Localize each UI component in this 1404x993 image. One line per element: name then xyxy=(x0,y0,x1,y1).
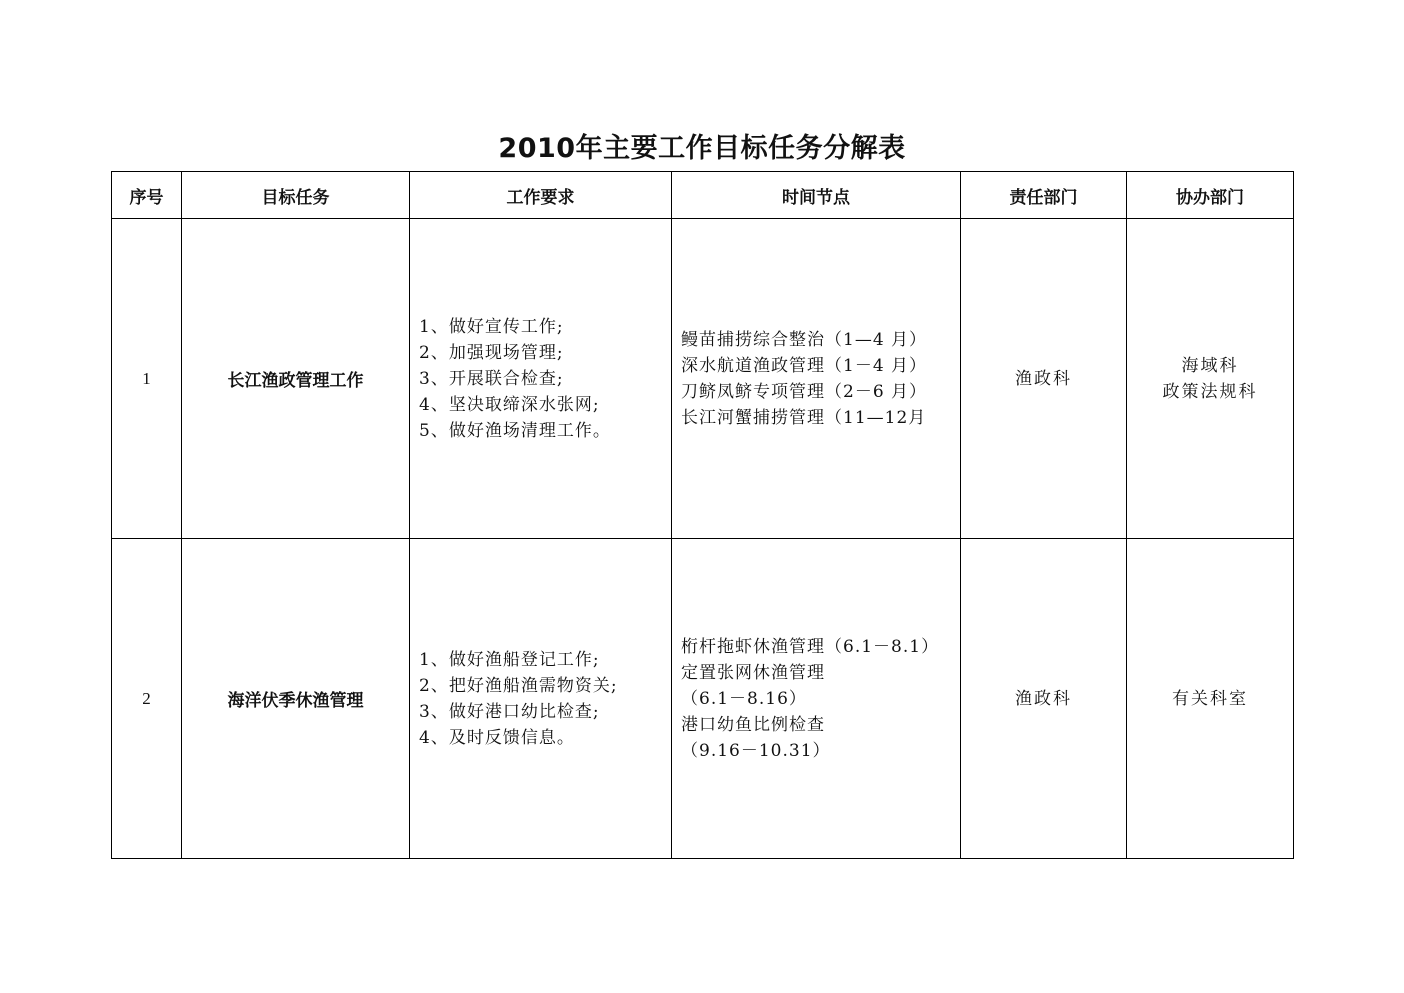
page-title: 2010年主要工作目标任务分解表 xyxy=(498,133,906,164)
cell-assisting xyxy=(1127,219,1294,539)
cell-serial: 1 xyxy=(112,219,182,539)
cell-responsible xyxy=(961,539,1127,859)
table-header-row xyxy=(112,172,1294,219)
department-line: 有关科室 xyxy=(1172,688,1248,709)
cell-requirements xyxy=(410,219,672,539)
header-serial: 序号 xyxy=(112,172,182,219)
cell-serial: 2 xyxy=(112,539,182,859)
requirement-line: 4、及时反馈信息。 xyxy=(419,727,575,748)
timeline-line: （9.16－10.31） xyxy=(681,740,831,761)
timeline-line: 深水航道渔政管理（1－4 月） xyxy=(681,355,928,376)
timeline-line: 桁杆拖虾休渔管理（6.1－8.1） xyxy=(681,636,940,657)
cell-assisting xyxy=(1127,539,1294,859)
timeline-line: 鳗苗捕捞综合整治（1—4 月） xyxy=(681,329,928,350)
department-line: 海域科 xyxy=(1181,355,1239,376)
header-assisting: 协办部门 xyxy=(1127,172,1294,219)
requirement-line: 2、把好渔船渔需物资关; xyxy=(419,675,618,696)
task-table xyxy=(111,171,1294,859)
timeline-line: （6.1－8.16） xyxy=(681,688,807,709)
cell-timeline xyxy=(672,219,961,539)
table-row xyxy=(112,539,1294,859)
cell-task: 海洋伏季休渔管理 xyxy=(182,539,410,859)
requirement-line: 2、加强现场管理; xyxy=(419,342,564,363)
timeline-line: 刀鲚凤鲚专项管理（2－6 月） xyxy=(681,381,928,402)
department-line: 渔政科 xyxy=(1015,368,1072,389)
timeline-line: 定置张网休渔管理 xyxy=(681,662,825,683)
requirement-line: 4、坚决取缔深水张网; xyxy=(419,394,600,415)
timeline-line: 长江河蟹捕捞管理（11—12月 xyxy=(681,407,927,428)
requirement-line: 5、做好渔场清理工作。 xyxy=(419,420,611,441)
requirement-line: 1、做好渔船登记工作; xyxy=(419,649,600,670)
department-line: 政策法规科 xyxy=(1162,381,1258,402)
header-responsible: 责任部门 xyxy=(961,172,1127,219)
header-timeline: 时间节点 xyxy=(672,172,961,219)
requirement-line: 3、开展联合检查; xyxy=(419,368,564,389)
cell-task: 长江渔政管理工作 xyxy=(182,219,410,539)
header-task: 目标任务 xyxy=(182,172,410,219)
requirement-line: 3、做好港口幼比检查; xyxy=(419,701,600,722)
table-row xyxy=(112,219,1294,539)
cell-responsible xyxy=(961,219,1127,539)
cell-timeline xyxy=(672,539,961,859)
header-requirements: 工作要求 xyxy=(410,172,672,219)
department-line: 渔政科 xyxy=(1015,688,1072,709)
cell-requirements xyxy=(410,539,672,859)
timeline-line: 港口幼鱼比例检查 xyxy=(681,714,825,735)
requirement-line: 1、做好宣传工作; xyxy=(419,316,564,337)
